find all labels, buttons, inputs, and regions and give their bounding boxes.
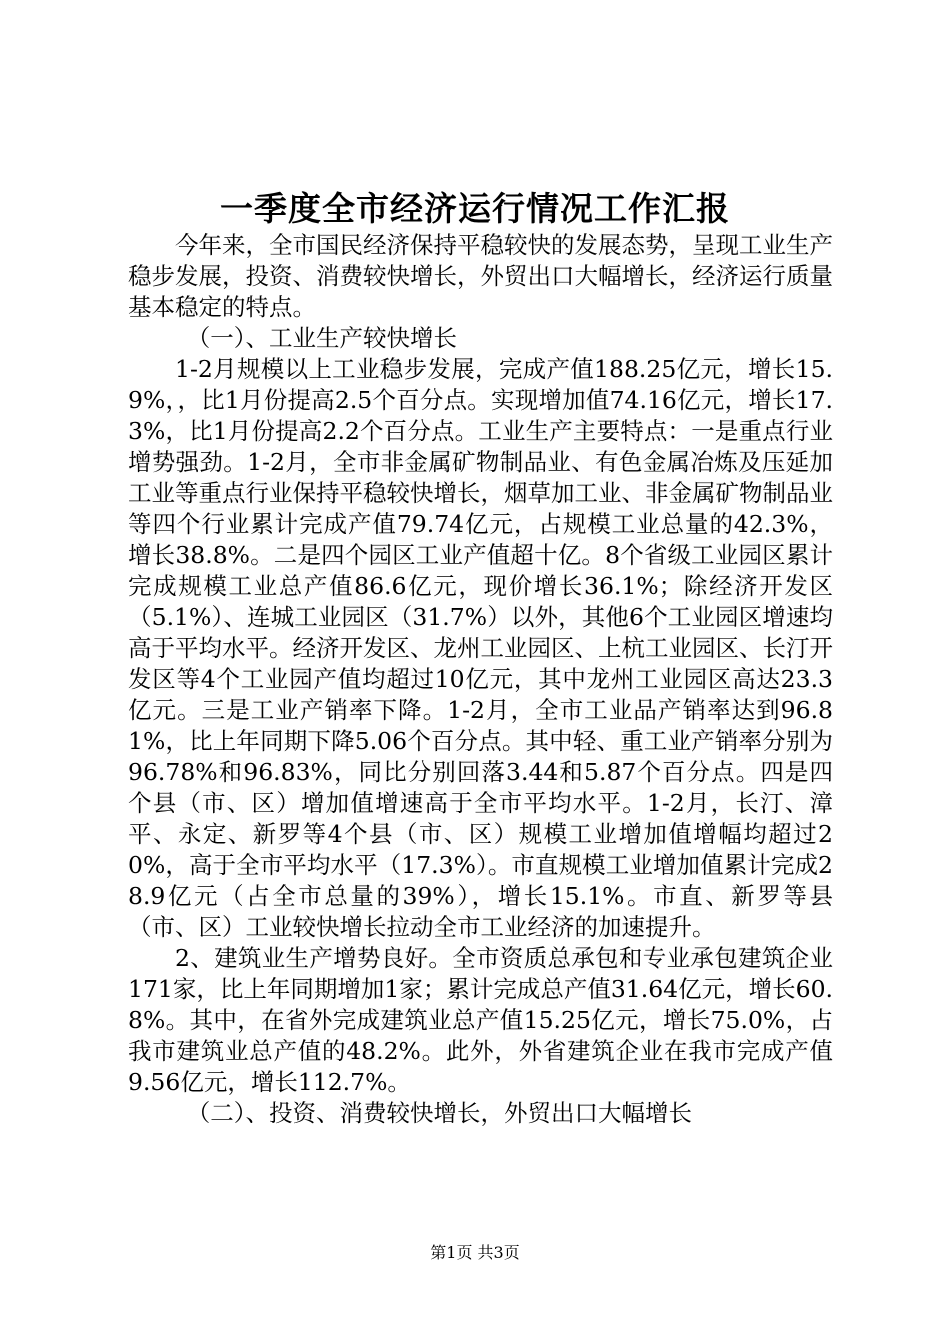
intro-paragraph: 今年来，全市国民经济保持平稳较快的发展态势，呈现工业生产稳步发展，投资、消费较快增长，外贸出口大幅增长，经济运行质量基本稳定的特点。 — [128, 231, 833, 321]
section-heading-investment: （二）、投资、消费较快增长，外贸出口大幅增长 — [186, 1099, 692, 1127]
construction-paragraph: 2、建筑业生产增势良好。全市资质总承包和专业承包建筑企业171家，比上年同期增加1家；累计完成总产值31.64亿元，增长60.8%。其中，在省外完成建筑业总产值15.25亿元，增长75.0%，占我市建筑业总产值的48.2%。此外，外省建筑企业在我市完成产值9.56亿元，增长112.7%。 — [128, 944, 833, 1096]
page-number: 第1页 共3页 — [430, 1243, 520, 1262]
document-body — [128, 230, 833, 1129]
industry-paragraph: 1-2月规模以上工业稳步发展，完成产值188.25亿元，增长15.9%，，比1月份提高2.5个百分点。实现增加值74.16亿元，增长17.3%，比1月份提高2.2个百分点。工业生产主要特点：一是重点行业增势强劲。1-2月，全市非金属矿物制品业、有色金属冶炼及压延加工业等重点行业保持平稳较快增长，烟草加工业、非金属矿物制品业等四个行业累计完成产值79.74亿元，占规模工业总量的42.3%，增长38.8%。二是四个园区工业产值超十亿。8个省级工业园区累计完成规模工业总产值86.6亿元，现价增长36.1%；除经济开发区（5.1%）、连城工业园区（31.7%）以外，其他6个工业园区增速均高于平均水平。经济开发区、龙州工业园区、上杭工业园区、长汀开发区等4个工业园产值均超过10亿元，其中龙州工业园区高达23.3亿元。三是工业产销率下降。1-2月，全市工业品产销率达到96.81%，比上年同期下降5.06个百分点。其中轻、重工业产销率分别为96.78%和96.83%，同比分别回落3.44和5.87个百分点。四是四个县（市、区）增加值增速高于全市平均水平。1-2月，长汀、漳平、永定、新罗等4个县（市、区）规模工业增加值增幅均超过20%，高于全市平均水平（17.3%）。市直规模工业增加值累计完成28.9亿元（占全市总量的39%），增长15.1%。市直、新罗等县（市、区）工业较快增长拉动全市工业经济的加速提升。 — [128, 355, 833, 941]
section-heading-industry: （一）、工业生产较快增长 — [186, 324, 457, 352]
document-title: 一季度全市经济运行情况工作汇报 — [220, 189, 730, 228]
